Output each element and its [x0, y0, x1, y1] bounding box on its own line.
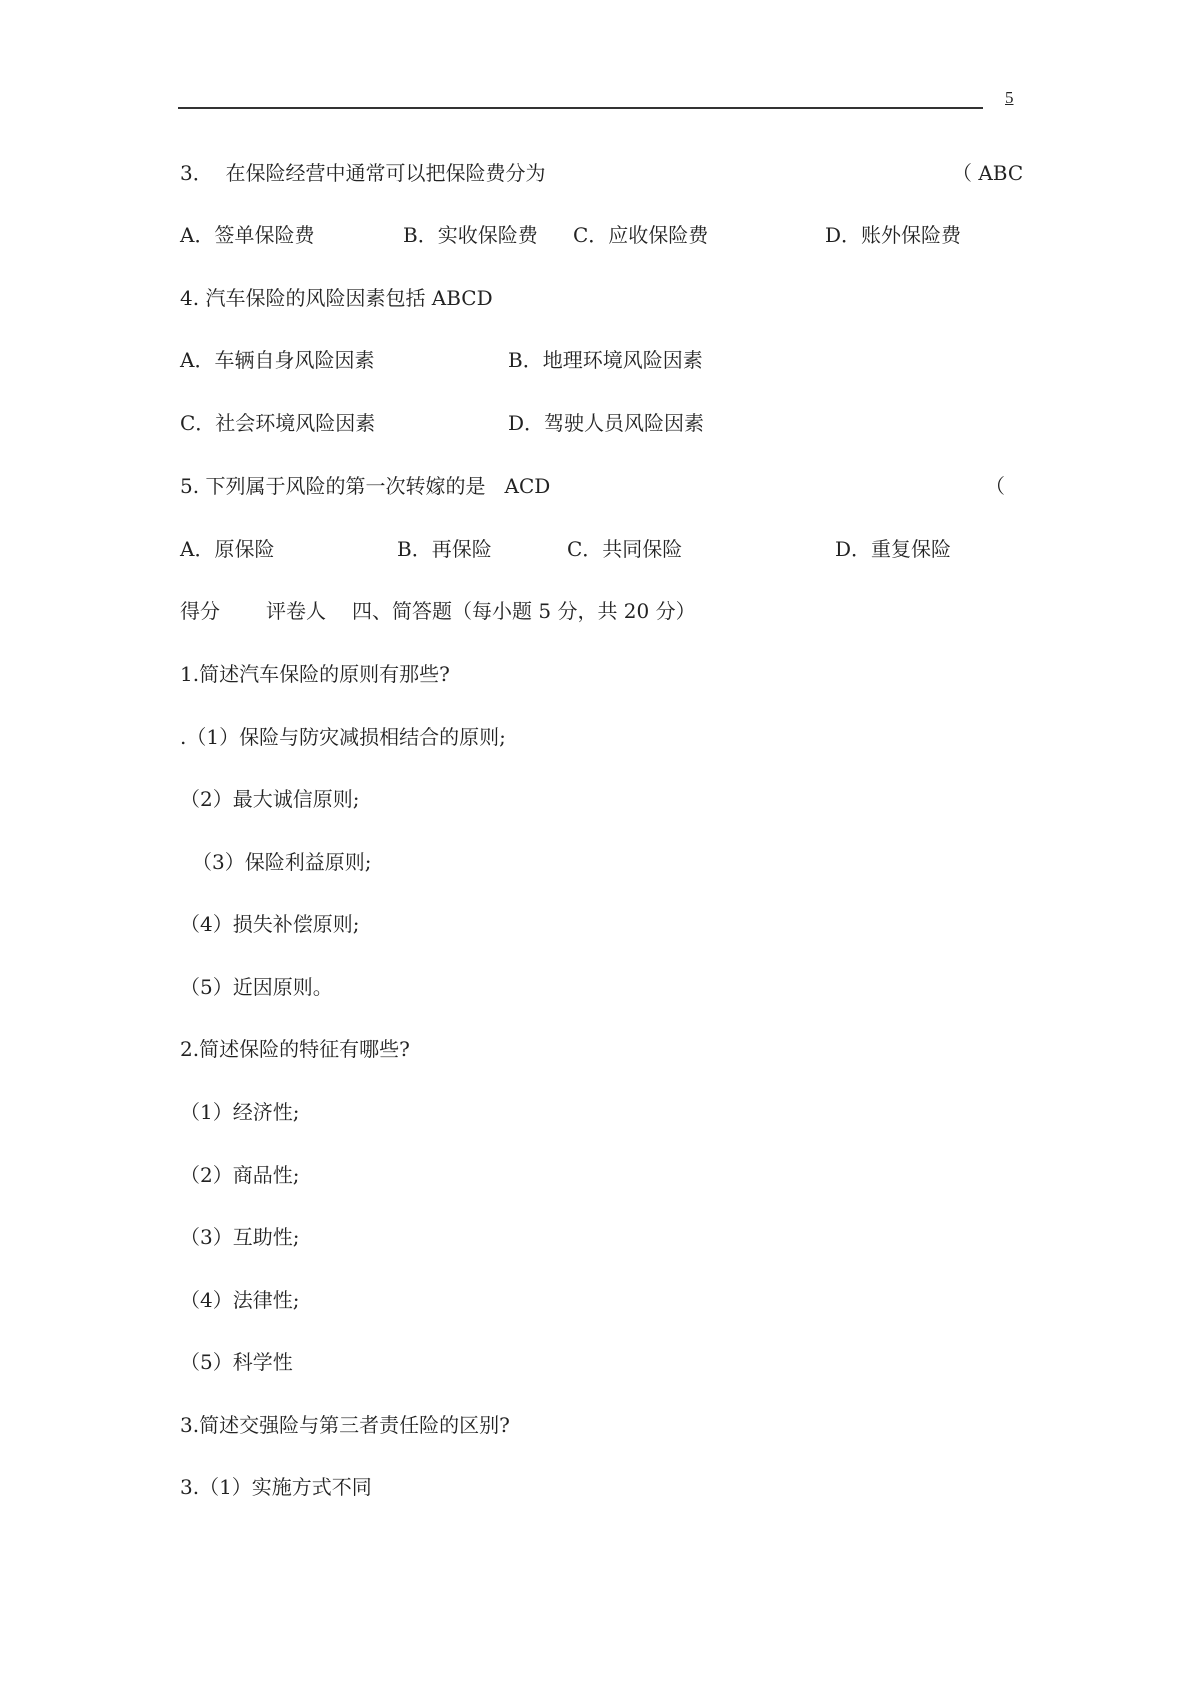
sa1-point-1: .（1）保险与防灾减损相结合的原则;	[180, 725, 506, 749]
sa2-point-1: （1）经济性;	[180, 1100, 300, 1124]
q5-stem: 5. 下列属于风险的第一次转嫁的是 ACD	[180, 474, 551, 498]
sa1-question: 1.简述汽车保险的原则有那些?	[180, 662, 450, 686]
q3-answer: （ ABC	[952, 161, 1024, 185]
q5-option-d: D．重复保险	[835, 537, 952, 561]
q3-stem: 3． 在保险经营中通常可以把保险费分为	[180, 161, 546, 185]
q3-option-c: C．应收保险费	[573, 223, 709, 247]
sa3-point-1: 3.（1）实施方式不同	[180, 1475, 372, 1499]
sa1-point-4: （4）损失补偿原则;	[180, 912, 360, 936]
q5-option-a: A．原保险	[180, 537, 275, 561]
q4-option-c: C．社会环境风险因素	[180, 411, 376, 435]
score-label: 得分	[180, 599, 220, 623]
sa1-point-3: （3）保险利益原则;	[192, 850, 372, 874]
q3-option-d: D．账外保险费	[825, 223, 962, 247]
grader-label: 评卷人	[266, 599, 326, 623]
sa2-point-2: （2）商品性;	[180, 1163, 300, 1187]
header-rule	[178, 107, 983, 109]
sa1-point-2: （2）最大诚信原则;	[180, 787, 360, 811]
q4-stem: 4. 汽车保险的风险因素包括 ABCD	[180, 286, 493, 310]
q4-option-b: B．地理环境风险因素	[508, 348, 703, 372]
q3-option-b: B．实收保险费	[403, 223, 538, 247]
page-number: 5	[1005, 88, 1014, 107]
q4-option-a: A．车辆自身风险因素	[180, 348, 375, 372]
sa2-point-4: （4）法律性;	[180, 1288, 300, 1312]
q5-option-c: C．共同保险	[567, 537, 683, 561]
sa2-question: 2.简述保险的特征有哪些?	[180, 1037, 410, 1061]
q5-option-b: B．再保险	[397, 537, 492, 561]
q3-option-a: A．签单保险费	[180, 223, 315, 247]
section-title: 四、简答题（每小题 5 分，共 20 分）	[352, 599, 696, 623]
sa3-question: 3.简述交强险与第三者责任险的区别?	[180, 1413, 510, 1437]
q5-paren: （	[985, 474, 1005, 498]
sa2-point-5: （5）科学性	[180, 1350, 293, 1374]
sa1-point-5: （5）近因原则。	[180, 975, 333, 999]
q4-option-d: D．驾驶人员风险因素	[508, 411, 705, 435]
sa2-point-3: （3）互助性;	[180, 1225, 300, 1249]
